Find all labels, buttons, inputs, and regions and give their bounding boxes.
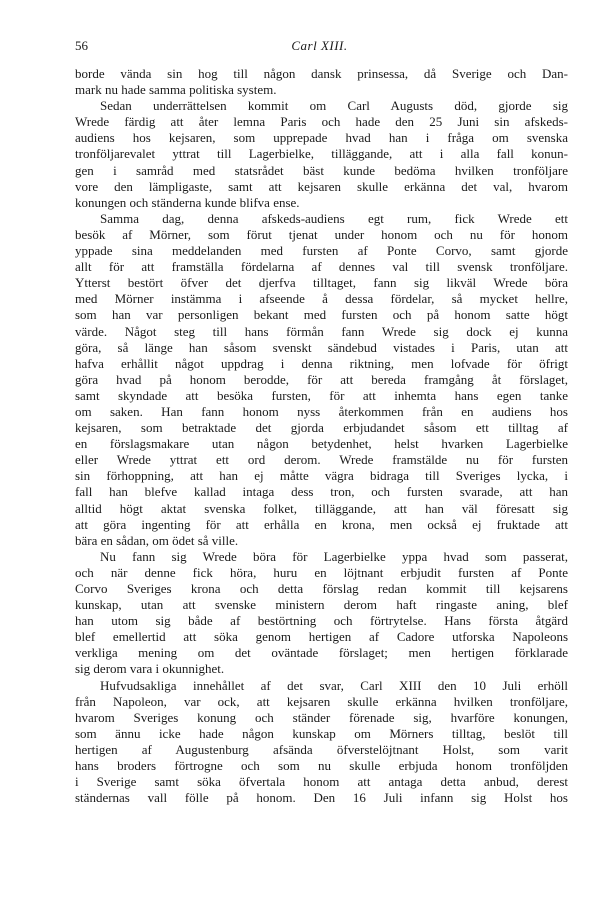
text-line: Hufvudsakliga innehållet af det svar, Carl XIII den 10 Juli erhöll	[100, 677, 568, 693]
text-line: borde vända sin hog till någon dansk prinsessa, då Sverige och Dan-	[75, 66, 568, 81]
text-line: allt för att framställa fördelarna af dennes val till svensk tronföljare.	[75, 259, 568, 275]
text-line: alltid högt aktat svenska folket, tilläggande, att han väl föresatt sig	[75, 500, 568, 516]
page-number: 56	[75, 38, 88, 53]
text-line: han utom sig både af bestörtning och förtrytelse. Hans första åtgärd	[75, 613, 568, 629]
text-line: bära en sådan, om ödet så ville.	[75, 532, 239, 548]
text-line: blef emellertid att söka genom hertigen af Cadore utforska Napoleons	[75, 629, 568, 645]
text-line: besök af Mörner, som förut tjenat under honom och nu för honom	[75, 226, 568, 242]
text-line: gen i samråd med statsrådet bäst kunde bedöma hvilken tronföljare	[75, 162, 568, 178]
text-line: som han var personligen bekant med fursten och på honom satte högt	[75, 307, 568, 323]
text-line: kunskap, utan att svenske ministern derom haft ringaste aning, blef	[75, 597, 568, 613]
paragraph	[75, 66, 568, 98]
text-line: en förslagsmakare utan någon betydenhet, helst hvarken Lagerbielke	[75, 436, 568, 452]
text-line: göra hvad på honom berodde, för att bereda framgång åt förslaget,	[75, 371, 568, 387]
text-line: med Mörner instämma i afseende å dessa fördelar, så mycket hellre,	[75, 291, 568, 307]
text-line: att göra ingenting för att erhålla en krona, men också ej fruktade att	[75, 516, 568, 532]
text-line: ständernas vall fölle på honom. Den 16 Juli infann sig Holst hos	[75, 790, 568, 806]
paragraph	[75, 98, 568, 211]
text-line: värde. Något steg till hans förmån fann Wrede sig dock ej kunna	[75, 323, 568, 339]
text-line: samt skyndade att besöka fursten, för att inhemta hans egen tanke	[75, 387, 568, 403]
text-line: Corvo Sveriges krona och detta förslag redan kommit till kejsarens	[75, 581, 568, 596]
text-line: konungen och ständerna kunde blifva ense.	[75, 194, 300, 210]
text-line: Wrede färdig att åter lemna Paris och hade den 25 Juni sin afskeds-	[75, 114, 568, 130]
text-line: Nu fann sig Wrede böra för Lagerbielke yppa hvad som passerat,	[100, 548, 568, 564]
text-line: hvarom Sveriges konung och ständer förenade sig, hvarföre konungen,	[75, 709, 568, 725]
text-line: hafva erhållit något uppdrag i denna riktning, men lofvade för öfrigt	[75, 355, 568, 371]
text-line: fall han blefve kallad intaga dess tron, och fursten svarade, att han	[75, 484, 568, 500]
body-text	[75, 66, 568, 806]
paragraph	[75, 549, 568, 678]
text-line: audiens hos kejsaren, som upprepade hvad han i fråga om svenska	[75, 130, 568, 146]
text-line: Samma dag, denna afskeds-audiens egt rum, fick Wrede ett	[100, 210, 568, 226]
text-line: mark nu hade samma politiska system.	[75, 82, 277, 98]
paragraph	[75, 678, 568, 807]
text-line: eller Wrede yttrat ett ord derom. Wrede framstälde nu för fursten	[75, 452, 568, 468]
paragraph	[75, 211, 568, 549]
text-line: från Napoleon, var ock, att kejsaren skulle erkänna hvilken tronföljare,	[75, 693, 568, 709]
text-line: Ytterst bestört öfver det djerfva tilltaget, fann sig likväl Wrede böra	[75, 275, 568, 291]
text-line: göra, så länge han såsom svenskt sändebud vistades i Paris, utan att	[75, 339, 568, 355]
text-line: Sedan underrättelsen kommit om Carl Augusts död, gjorde sig	[100, 98, 568, 114]
text-line: kejsaren, som betraktade det gjorda erbjudandet såsom ett tilltag af	[75, 420, 568, 436]
text-line: i Sverige samt söka öfvertala honom att antaga detta anbud, derest	[75, 774, 568, 790]
text-line: sig derom vara i okunnighet.	[75, 661, 225, 677]
text-line: hans broders förtrogne och som nu skulle erbjuda honom tronföljden	[75, 758, 568, 774]
text-line: vore den lämpligaste, samt att kejsaren skulle erkänna det val, hvarom	[75, 178, 568, 194]
text-line: sin förhoppning, att han ej måtte vägra bidraga till Sveriges lycka, i	[75, 468, 568, 484]
page-header	[75, 38, 564, 58]
text-line: och när denne fick höra, huru en löjtnant erbjudit fursten af Ponte	[75, 564, 568, 580]
text-line: yppade sina meddelanden med fursten af Ponte Corvo, samt gjorde	[75, 243, 568, 259]
running-title: Carl XIII.	[291, 38, 348, 53]
text-line: om saken. Han fann honom nyss återkommen från en audiens hos	[75, 403, 568, 419]
text-line: tronföljarevalet yttrat till Lagerbielke, tilläggande, att i alla fall konun-	[75, 146, 568, 162]
text-line: hertigen af Augustenburg afsända öfverstelöjtnant Holst, som varit	[75, 741, 568, 757]
text-line: som ännu icke hade någon kunskap om Mörners tilltag, beslöt till	[75, 725, 568, 741]
text-line: verkliga mening om det oväntade förslaget; men hertigen förklarade	[75, 645, 568, 661]
